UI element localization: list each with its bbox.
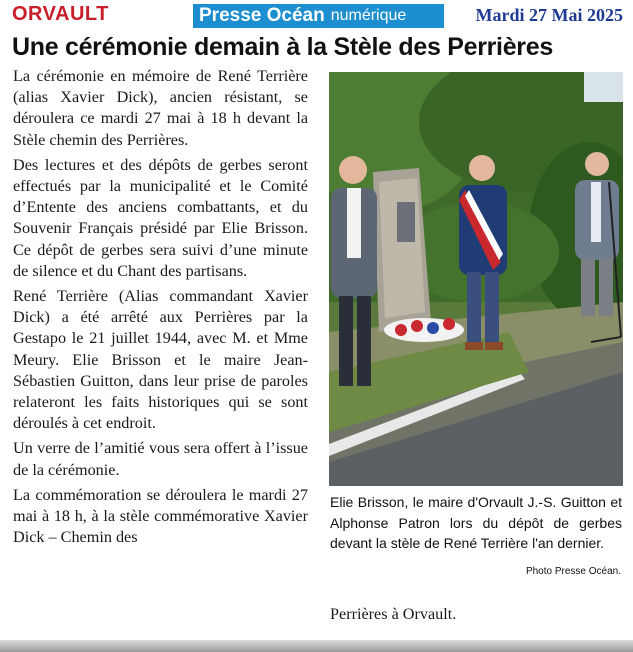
paragraph: Un verre de l’amitié vous sera offert à l’issue de la cérémonie. xyxy=(13,439,308,479)
paragraph: Des lectures et des dépôts de gerbes seront effectués par la municipalité et le Comité d’Entente des anciens combattants, et du Souvenir Français présidé par Elie Brisson. Ce dépôt de gerbes sera suivi d’une minute de silence et du Chant des partisans. xyxy=(13,155,308,280)
page-header xyxy=(0,0,633,34)
paragraph: René Terrière (Alias commandant Xavier Dick) a été arrêté aux Perrières par la Gestapo le 21 juillet 1944, avec M. et Mme Meury. Elie Brisson et le maire Jean-Sébastien Guitton, dans leur prise de paroles relateront les faits historiques qui se sont déroulés à cet endroit. xyxy=(13,287,308,433)
photo-illustration xyxy=(329,72,623,486)
article-body xyxy=(13,66,308,552)
page-bottom-bar xyxy=(0,640,633,652)
article-photo xyxy=(329,72,623,486)
issue-date: Mardi 27 Mai 2025 xyxy=(475,5,623,25)
photo-credit: Photo Presse Océan. xyxy=(525,566,621,577)
photo-caption: Elie Brisson, le maire d'Orvault J.-S. Guitton et Alphonse Patron lors du dépôt de gerbes devant la stèle de René Terrière l'an dernier. xyxy=(330,494,622,551)
section-label: ORVAULT xyxy=(12,3,109,25)
article-continuation: Perrières à Orvault. xyxy=(330,605,457,623)
brand-sub: numérique xyxy=(330,7,407,24)
brand-logo xyxy=(193,4,444,28)
paragraph: La cérémonie en mémoire de René Terrière (alias Xavier Dick), ancien résistant, se déroulera ce mardi 27 mai à 18 h devant la Stèle chemin des Perrières. xyxy=(13,67,308,149)
article-headline: Une cérémonie demain à la Stèle des Perrières xyxy=(12,33,553,61)
brand-main: Presse Océan xyxy=(199,5,325,26)
paragraph: La commémoration se déroulera le mardi 27 mai à 18 h, à la stèle commémorative Xavier Dick – Chemin des xyxy=(13,485,308,547)
